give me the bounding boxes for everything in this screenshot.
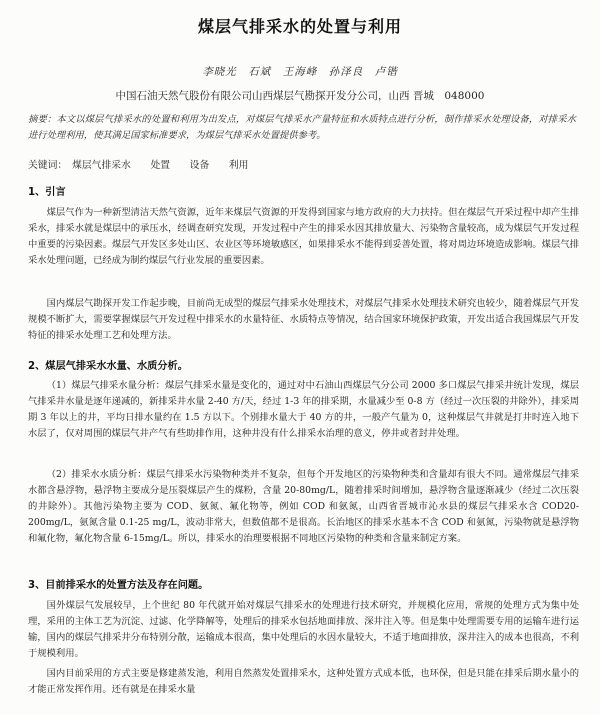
section-heading-water-analysis: 2、煤层气排采水水量、水质分析。 [28, 361, 188, 372]
paper-affiliation: 中国石油天然气股份有限公司山西煤层气勘探开发分公司，山西 晋城 048000 [115, 90, 485, 102]
paper-authors: 李晓光 石斌 王海峰 孙泽良 卢锴 [202, 66, 398, 78]
paragraph: 国内煤层气勘探开发工作起步晚，目前尚无成型的煤层气排采水处理技术，对煤层气排采水处理技术研究也较少，随着煤层气开发规模不断扩大，需要掌握煤层气开发过程中排采水的水量特征、水质特点等情况，结合国家环境保护政策，开发出适合我国煤层气开发特征的排采水处理工艺和处理方法。 [28, 298, 579, 341]
paper-abstract: 摘要：本文以煤层气排采水的处置和利用为出发点，对煤层气排采水产量特征和水质特点进行分析，制作排采水处理设备，对排采水进行处理利用，使其满足国家标准要求，为煤层气排采水处置提供参考。 [28, 114, 576, 141]
section-heading-disposal-methods: 3、目前排采水的处置方法及存在问题。 [28, 580, 209, 591]
paragraph: 国内目前采用的方式主要是修建蒸发池，利用自然蒸发处置排采水，这种处置方式成本低，也环保，但是只能在排采后期水量小的才能正常发挥作用。还有就是在排采水量 [28, 668, 579, 695]
paper-keywords: 关键词： 煤层气排采水 处置 设备 利用 [28, 160, 249, 171]
paragraph: （1）煤层气排采水量分析：煤层气排采水量是变化的，通过对中石油山西煤层气分公司 2000 多口煤层气排采井统计发现，煤层气排采井水量是逐年递减的，新排采井水量 2-40 方/天，经过 1-3 年的排采期，水量减少至 0-8 方（经过一次压裂的井除外），排采周期 3 年以上的井，平均日排水量约在 1.5 方以下。个别排水量大于 40 方的井，一般产气量为 0，这种煤层气井就是打井时连入地下水层了，仅对周围的煤层气井产气有些助排作用，这种井没有什么排采水治理的意义，停井或者封井处理。 [28, 380, 579, 439]
paragraph: 煤层气作为一种新型清洁天然气资源，近年来煤层气资源的开发得到国家与地方政府的大力扶持。但在煤层气开采过程中却产生排采水，排采水就是煤层中的承压水，经调查研究发现，开发过程中产生的排采水因其排放量大、污染物含量较高，成为煤层气开发过程中重要的污染因素。煤层气开发区多处山区、农业区等环境敏感区，如果排采水不能得到妥善处置，将对周边环境造成影响。煤层气排采水处理问题，已经成为制约煤层气行业发展的重要因素。 [28, 207, 579, 266]
section-heading-introduction: 1、引言 [28, 187, 66, 198]
paragraph: （2）排采水水质分析：煤层气排采水污染物种类并不复杂，但每个开发地区的污染物种类和含量却有很大不同。通常煤层气排采水都含悬浮物，悬浮物主要成分是压裂煤层产生的煤粉，含量 20-80mg/L，随着排采时间增加，悬浮物含量逐渐减少（经过二次压裂的井除外）。其他污染物主要为 COD、氨氮、氟化物等，例如 COD 和氨氮，山西省晋城市沁水县的煤层气排采水含 COD20-200mg/L，氨氮含量 0.1-25 mg/L，波动非常大，但数值都不是很高。长治地区的排采水基本不含 COD 和氨氮，污染物就是悬浮物和氟化物，氟化物含量 6-15mg/L。所以，排采水的治理要根据不同地区污染物的种类和含量来制定方案。 [28, 469, 579, 544]
paragraph: 国外煤层气发展较早，上个世纪 80 年代就开始对煤层气排采水的处理进行技术研究，并规模化应用，常规的处理方式为集中处理，采用的主体工艺为沉淀、过滤、化学降解等，处理后的排采水包括地面排放、深井注入等。但是集中处理需要专用的运输车进行运输，国内的煤层气排采井分布特别分散，运输成本很高，集中处理后的水因水量较大，不适于地面排放，深井注入的成本也很高，不利于规模利用。 [28, 600, 579, 659]
paper-title: 煤层气排采水的处置与利用 [197, 17, 402, 36]
